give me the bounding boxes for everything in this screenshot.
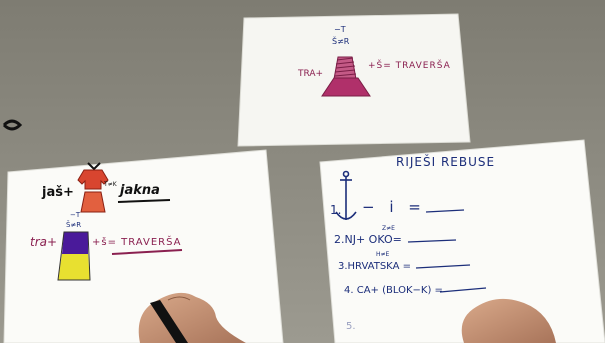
card-right-line1-mid: − i =	[362, 198, 421, 216]
card-left-marks-top2: Š≠R	[66, 221, 82, 229]
card-top-answer: +Š= TRAVERŠA	[368, 61, 451, 71]
card-right-line2-note: Z≠E	[382, 225, 395, 232]
card-top-marks: −T	[334, 25, 346, 34]
card-left-left-word: tra+	[30, 235, 58, 249]
card-left-answer: +š= TRAVERŠA	[92, 237, 182, 248]
card-right-line5: 5.	[346, 321, 356, 332]
card-top-marks2: Š≠R	[332, 37, 350, 46]
card-left-word2: jakna	[120, 183, 160, 198]
card-right-title: RIJEŠI REBUSE	[396, 155, 496, 169]
card-left-word1: jaš+	[42, 185, 74, 200]
card-left-dress-marks: T≠K	[104, 181, 117, 188]
card-right-line4: 4. CA+ (BLOK−K) =	[344, 285, 443, 296]
card-right-line2: 2.NJ+ OKO=	[334, 233, 402, 246]
card-right-line1-prefix: 1.	[330, 203, 342, 217]
flag-dress-icon	[58, 232, 90, 280]
card-top-left-word: TRA+	[298, 69, 324, 79]
card-right-line3-note: H≠E	[376, 251, 390, 258]
card-right-line3: 3.HRVATSKA =	[338, 261, 411, 272]
card-left-marks-top: −T	[70, 211, 81, 219]
